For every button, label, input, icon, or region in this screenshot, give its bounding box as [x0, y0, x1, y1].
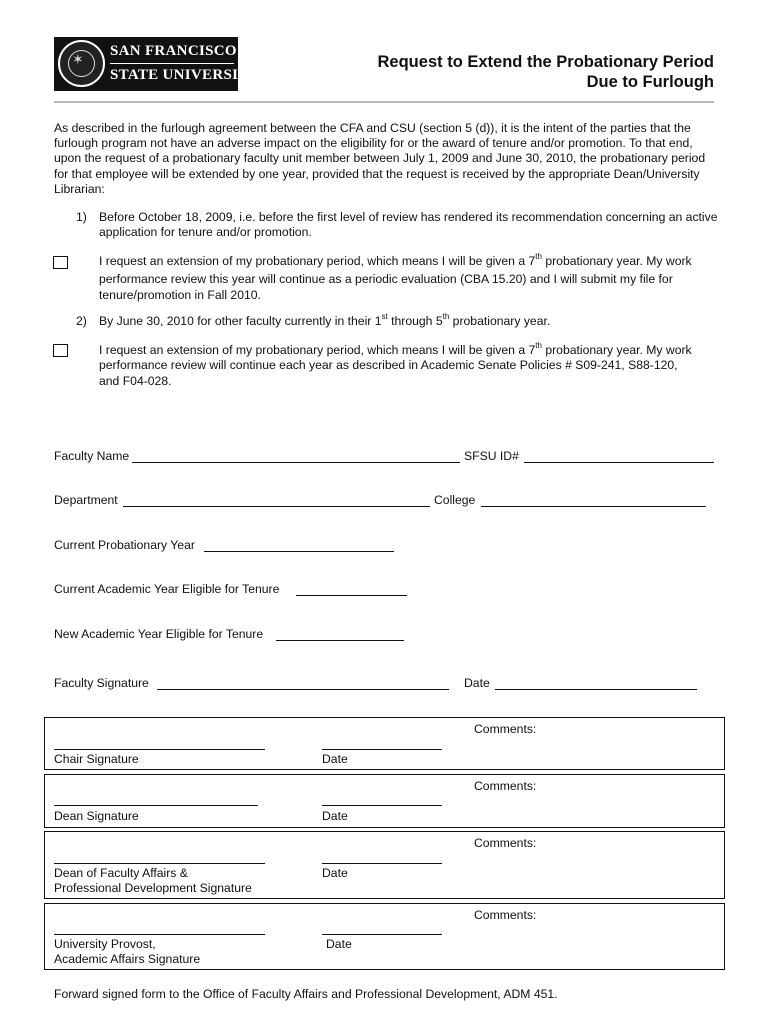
request-1-text: [99, 251, 729, 303]
dean-date-label: Date: [322, 809, 348, 823]
dean-comments-label: Comments:: [474, 779, 537, 793]
item-2-text-c: probationary year.: [449, 314, 551, 328]
item-2-text: [99, 311, 551, 329]
request-1-line3: tenure/promotion in Fall 2010.: [99, 287, 261, 302]
request-1-line1a: I request an extension of my probationary period, which means I will be given a 7: [99, 254, 536, 268]
request-2-sup: th: [535, 340, 542, 350]
intro-paragraph: As described in the furlough agreement between the CFA and CSU (section 5 (d)), it is the intent of the parties that the furlough program not have an adverse impact on the eligibility for or the award of tenure and/or promotion. To that end, upon the request of a probationary faculty unit member between July 1, 2009 and June 30, 2010, the probationary period for that employee will be extended by one year, provided that the request is received by the appropriate Dean/University Librarian:: [54, 121, 706, 196]
faculty-affairs-date-label: Date: [322, 866, 348, 880]
chair-approval-box: [44, 717, 725, 770]
sfsu-id-label: SFSU ID#: [464, 449, 519, 463]
current-prob-year-field[interactable]: [204, 551, 394, 552]
college-field[interactable]: [481, 506, 706, 507]
department-field[interactable]: [123, 506, 430, 507]
request-2-line1b: probationary year. My work: [541, 343, 692, 357]
item-2-text-b: through 5: [387, 314, 443, 328]
request-2-line3: and F04-028.: [99, 373, 172, 388]
item-1-number: 1): [76, 210, 87, 224]
faculty-name-label: Faculty Name: [54, 449, 130, 463]
chair-date-label: Date: [322, 752, 348, 766]
header-divider: [54, 101, 714, 103]
faculty-date-label: Date: [464, 676, 490, 690]
faculty-affairs-signature-label: [54, 866, 252, 896]
request-1-line2: performance review this year will continue as a periodic evaluation (CBA 15.20) and I will submit my file for: [99, 272, 673, 287]
dean-approval-box: [44, 774, 725, 828]
current-ay-tenure-label: Current Academic Year Eligible for Tenure: [54, 582, 280, 596]
sfsu-logo: [54, 37, 260, 91]
title-line1: Request to Extend the Probationary Period: [377, 53, 714, 71]
provost-signature-label: [54, 937, 200, 967]
chair-signature-line[interactable]: [54, 749, 265, 750]
faculty-affairs-comments-label: Comments:: [474, 836, 537, 850]
request-1-sup: th: [535, 251, 542, 261]
item-2-number: 2): [76, 314, 87, 328]
logo-text-line1: SAN FRANCISCO: [110, 43, 237, 59]
dean-signature-label: Dean Signature: [54, 809, 139, 823]
request-2-checkbox[interactable]: [53, 344, 68, 357]
faculty-affairs-date-line[interactable]: [322, 863, 442, 864]
faculty-affairs-approval-box: [44, 831, 725, 899]
provost-signature-line1: University Provost,: [54, 937, 156, 951]
provost-signature-line[interactable]: [54, 934, 265, 935]
item-2-sup1: st: [381, 311, 388, 321]
footer-instructions: Forward signed form to the Office of Faculty Affairs and Professional Development, ADM 451.: [54, 987, 558, 1001]
university-seal-icon: ✶: [58, 40, 105, 87]
chair-comments-label: Comments:: [474, 722, 537, 736]
item-2-text-a: By June 30, 2010 for other faculty currently in their 1: [99, 314, 382, 328]
new-ay-tenure-label: New Academic Year Eligible for Tenure: [54, 627, 264, 641]
provost-signature-line2: Academic Affairs Signature: [54, 952, 201, 966]
faculty-signature-field[interactable]: [157, 689, 449, 690]
request-2-line1a: I request an extension of my probationary period, which means I will be given a 7: [99, 343, 536, 357]
item-1-text: Before October 18, 2009, i.e. before the first level of review has rendered its recommendation concerning an active application for tenure and/or promotion.: [99, 210, 718, 240]
faculty-affairs-signature-line[interactable]: [54, 863, 265, 864]
request-1-line1b: probationary year. My work: [541, 254, 692, 268]
faculty-date-field[interactable]: [495, 689, 697, 690]
college-label: College: [434, 493, 476, 507]
department-label: Department: [54, 493, 118, 507]
chair-signature-label: Chair Signature: [54, 752, 139, 766]
logo-text-line2: STATE UNIVERSITY: [110, 67, 260, 83]
provost-approval-box: [44, 903, 725, 970]
request-2-text: [99, 340, 729, 389]
provost-date-label: Date: [326, 937, 352, 951]
item-2-sup2: th: [442, 311, 450, 321]
current-prob-year-label: Current Probationary Year: [54, 538, 195, 552]
sfsu-id-field[interactable]: [524, 462, 714, 463]
dean-signature-line[interactable]: [54, 805, 258, 806]
current-ay-tenure-field[interactable]: [296, 595, 407, 596]
form-title: [378, 52, 714, 92]
faculty-affairs-signature-line1: Dean of Faculty Affairs &: [54, 866, 188, 880]
request-2-line2: performance review will continue each year as described in Academic Senate Policies # S09-241, S88-120,: [99, 358, 678, 373]
request-1-checkbox[interactable]: [53, 256, 68, 269]
dean-date-line[interactable]: [322, 805, 442, 806]
logo-divider: [110, 63, 234, 64]
title-line2: Due to Furlough: [586, 73, 714, 91]
faculty-affairs-signature-line2: Professional Development Signature: [54, 881, 252, 895]
faculty-name-field[interactable]: [132, 462, 460, 463]
provost-date-line[interactable]: [322, 934, 442, 935]
provost-comments-label: Comments:: [474, 908, 537, 922]
faculty-signature-label: Faculty Signature: [54, 676, 149, 690]
chair-date-line[interactable]: [322, 749, 442, 750]
new-ay-tenure-field[interactable]: [276, 640, 404, 641]
